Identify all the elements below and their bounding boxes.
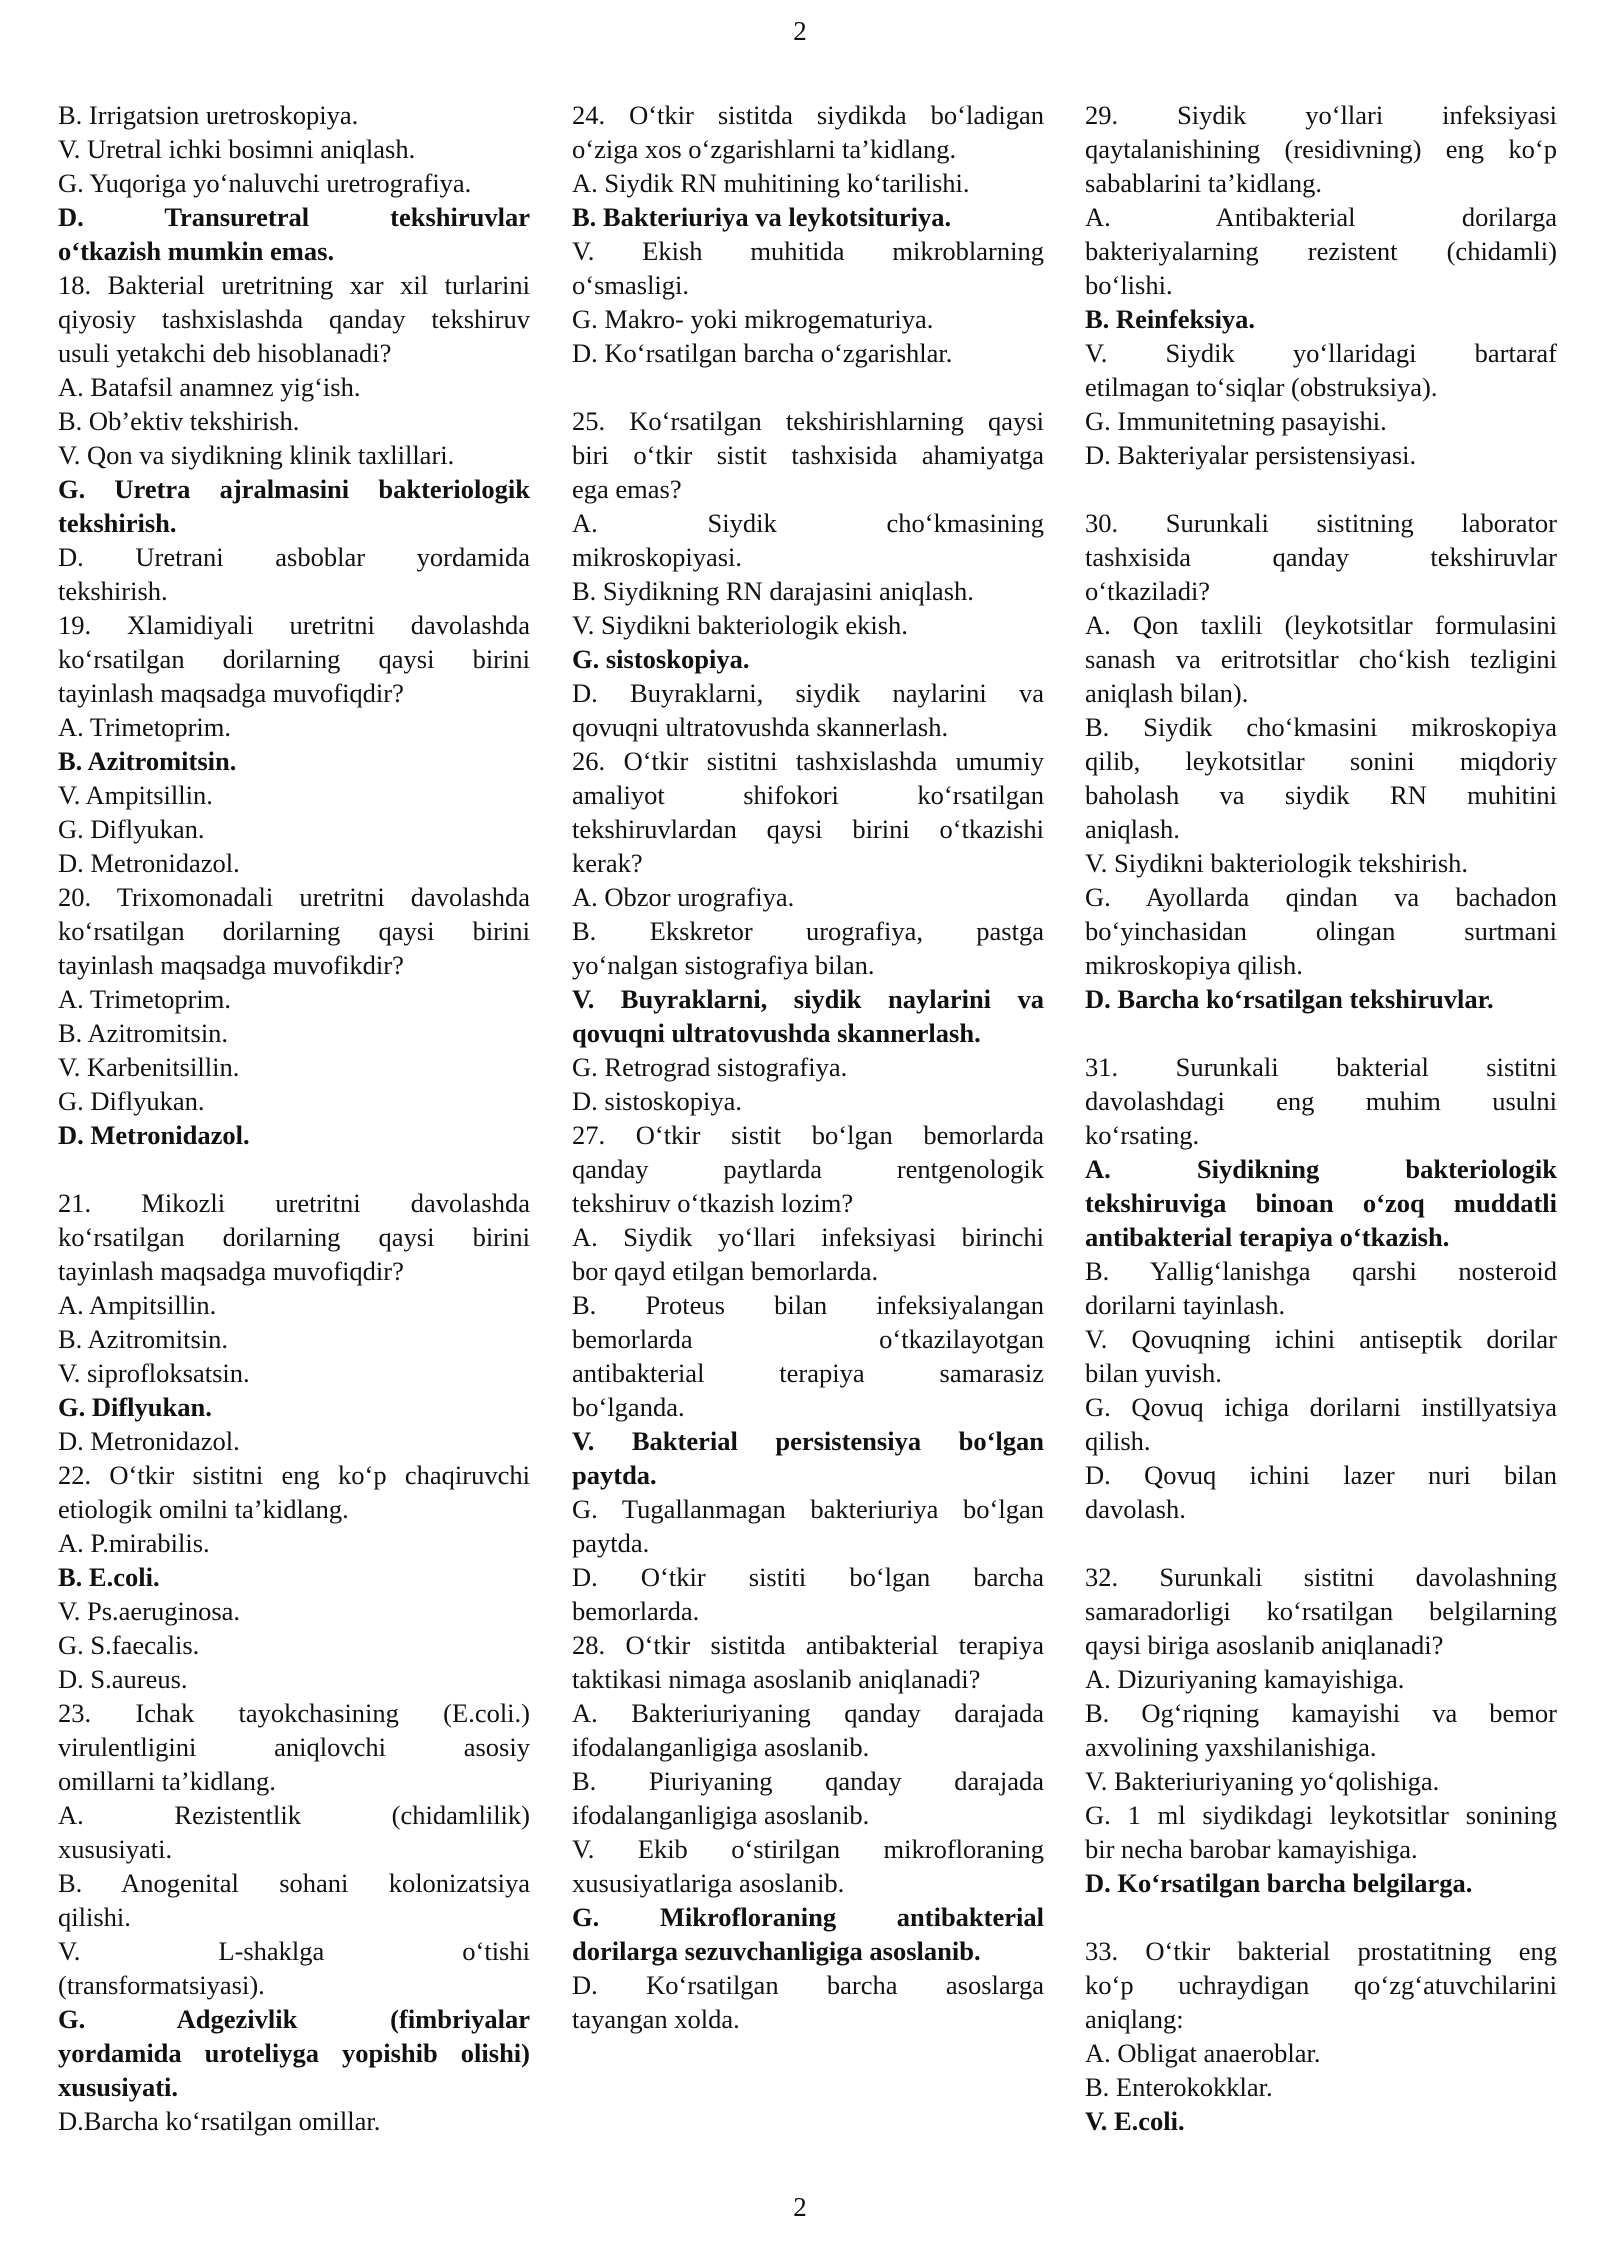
text-line: D. Uretrani asboblar yordamida xyxy=(58,542,530,572)
text-line: B. Siydikning RN darajasini aniqlash. xyxy=(572,576,974,606)
text-line: aniqlash bilan). xyxy=(1085,678,1249,708)
text-line: tayinlash maqsadga muvofiqdir? xyxy=(58,1256,404,1286)
text-line: G. Ayollarda qindan va bachadon xyxy=(1085,882,1557,912)
text-line: tekshiruvlardan qaysi birini o‘tkazishi xyxy=(572,814,1044,844)
answer-line-correct: D. Transuretral tekshiruvlar xyxy=(58,202,530,232)
text-line: kerak? xyxy=(572,848,643,878)
answer-line-correct: B. Reinfeksiya. xyxy=(1085,304,1256,334)
text-line: ko‘rsatilgan dorilarning qaysi birini xyxy=(58,916,530,946)
text-line: G. Diflyukan. xyxy=(58,1086,205,1116)
text-line: A. Dizuriyaning kamayishiga. xyxy=(1085,1664,1405,1694)
text-line: qanday paytlarda rentgenologik xyxy=(572,1154,1044,1184)
text-line: dorilarni tayinlash. xyxy=(1085,1290,1286,1320)
text-line: D. Metronidazol. xyxy=(58,848,240,878)
text-line: tekshiruv o‘tkazish lozim? xyxy=(572,1188,854,1218)
text-line: A. Antibakterial dorilarga xyxy=(1085,202,1557,232)
text-line: xususiyatlariga asoslanib. xyxy=(572,1868,845,1898)
text-line: B. Ob’ektiv tekshirish. xyxy=(58,406,300,436)
text-line: ega emas? xyxy=(572,474,682,504)
text-line: B. Yallig‘lanishga qarshi nosteroid xyxy=(1085,1256,1557,1286)
text-line: D. Buyraklarni, siydik naylarini va xyxy=(572,678,1044,708)
text-line: V. Siydikni bakteriologik tekshirish. xyxy=(1085,848,1469,878)
answer-line-correct: tekshiruviga binoan o‘zoq muddatli xyxy=(1085,1188,1557,1218)
text-line: antibakterial terapiya samarasiz xyxy=(572,1358,1044,1388)
text-line: sanash va eritrotsitlar cho‘kish tezligini xyxy=(1085,644,1557,674)
answer-line-correct: G. sistoskopiya. xyxy=(572,644,750,674)
text-line: G. Diflyukan. xyxy=(58,814,205,844)
text-line: davolashdagi eng muhim usulni xyxy=(1085,1086,1557,1116)
blank-line xyxy=(58,1152,530,1186)
blank-line xyxy=(1085,1526,1557,1560)
text-line: paytda. xyxy=(572,1528,650,1558)
text-line: V. siprofloksatsin. xyxy=(58,1358,250,1388)
text-line: aniqlash. xyxy=(1085,814,1180,844)
text-line: samaradorligi ko‘rsatilgan belgilarning xyxy=(1085,1596,1557,1626)
answer-line-correct: V. Buyraklarni, siydik naylarini va xyxy=(572,984,1044,1014)
answer-line-correct: tekshirish. xyxy=(58,508,177,538)
text-line: bo‘lishi. xyxy=(1085,270,1173,300)
text-line: axvolining yaxshilanishiga. xyxy=(1085,1732,1377,1762)
text-line: yo‘nalgan sistografiya bilan. xyxy=(572,950,875,980)
answer-line-correct: A. Siydikning bakteriologik xyxy=(1085,1154,1557,1184)
text-line: 18. Bakterial uretritning xar xil turlarini xyxy=(58,270,530,300)
text-line: mikroskopiya qilish. xyxy=(1085,950,1303,980)
text-line: bo‘lganda. xyxy=(572,1392,685,1422)
page-number-top: 2 xyxy=(793,16,807,46)
text-line: A. Qon taxlili (leykotsitlar formulasini xyxy=(1085,610,1557,640)
text-line: B. Piuriyaning qanday darajada xyxy=(572,1766,1044,1796)
text-line: biri o‘tkir sistit tashxisida ahamiyatga xyxy=(572,440,1044,470)
text-line: usuli yetakchi deb hisoblanadi? xyxy=(58,338,392,368)
text-line: B. Ekskretor urografiya, pastga xyxy=(572,916,1044,946)
text-line: V. Siydik yo‘llaridagi bartaraf xyxy=(1085,338,1557,368)
text-line: V. Siydikni bakteriologik ekish. xyxy=(572,610,908,640)
text-column-right xyxy=(1085,98,1557,2138)
text-line: ko‘rsatilgan dorilarning qaysi birini xyxy=(58,1222,530,1252)
text-line: A. Ampitsillin. xyxy=(58,1290,217,1320)
text-line: B. Proteus bilan infeksiyalangan xyxy=(572,1290,1044,1320)
text-line: tayangan xolda. xyxy=(572,2004,740,2034)
text-line: B. Azitromitsin. xyxy=(58,1324,229,1354)
text-line: 20. Trixomonadali uretritni davolashda xyxy=(58,882,530,912)
text-line: A. Trimetoprim. xyxy=(58,712,232,742)
answer-line-correct: D. Ko‘rsatilgan barcha belgilarga. xyxy=(1085,1868,1473,1898)
text-line: ko‘rsatilgan dorilarning qaysi birini xyxy=(58,644,530,674)
text-line: D. Metronidazol. xyxy=(58,1426,240,1456)
text-line: B. Og‘riqning kamayishi va bemor xyxy=(1085,1698,1557,1728)
text-line: D.Barcha ko‘rsatilgan omillar. xyxy=(58,2106,381,2136)
text-line: A. P.mirabilis. xyxy=(58,1528,210,1558)
text-line: bo‘yinchasidan olingan surtmani xyxy=(1085,916,1557,946)
text-line: V. Bakteriuriyaning yo‘qolishiga. xyxy=(1085,1766,1440,1796)
text-line: 29. Siydik yo‘llari infeksiyasi xyxy=(1085,100,1557,130)
answer-line-correct: G. Adgezivlik (fimbriyalar xyxy=(58,2004,530,2034)
page-number-bottom: 2 xyxy=(793,2192,807,2222)
text-column-middle xyxy=(572,98,1044,2036)
answer-line-correct: V. E.coli. xyxy=(1085,2106,1185,2136)
text-line: V. Ps.aeruginosa. xyxy=(58,1596,241,1626)
text-line: D. Ko‘rsatilgan barcha asoslarga xyxy=(572,1970,1044,2000)
text-line: 25. Ko‘rsatilgan tekshirishlarning qaysi xyxy=(572,406,1044,436)
text-line: G. Yuqoriga yo‘naluvchi uretrografiya. xyxy=(58,168,472,198)
text-line: ko‘p uchraydigan qo‘zg‘atuvchilarini xyxy=(1085,1970,1557,2000)
answer-line-correct: V. Bakterial persistensiya bo‘lgan xyxy=(572,1426,1044,1456)
answer-line-correct: B. Bakteriuriya va leykotsituriya. xyxy=(572,202,952,232)
text-line: 24. O‘tkir sistitda siydikda bo‘ladigan xyxy=(572,100,1044,130)
text-line: A. Rezistentlik (chidamlilik) xyxy=(58,1800,530,1830)
answer-line-correct: qovuqni ultratovushda skannerlash. xyxy=(572,1018,981,1048)
text-line: 32. Surunkali sistitni davolashning xyxy=(1085,1562,1557,1592)
text-line: baholash va siydik RN muhitini xyxy=(1085,780,1557,810)
blank-line xyxy=(1085,1016,1557,1050)
answer-line-correct: D. Metronidazol. xyxy=(58,1120,250,1150)
text-line: xususiyati. xyxy=(58,1834,173,1864)
text-line: G. Makro- yoki mikrogematuriya. xyxy=(572,304,934,334)
text-line: B. Azitromitsin. xyxy=(58,1018,229,1048)
text-line: 27. O‘tkir sistit bo‘lgan bemorlarda xyxy=(572,1120,1044,1150)
text-line: bemorlarda o‘tkazilayotgan xyxy=(572,1324,1044,1354)
text-line: omillarni ta’kidlang. xyxy=(58,1766,276,1796)
text-line: qilish. xyxy=(1085,1426,1151,1456)
text-line: 23. Ichak tayokchasining (E.coli.) xyxy=(58,1698,530,1728)
text-line: bakteriyalarning rezistent (chidamli) xyxy=(1085,236,1557,266)
text-line: A. Siydik RN muhitining ko‘tarilishi. xyxy=(572,168,970,198)
text-line: V. Qon va siydikning klinik taxlillari. xyxy=(58,440,455,470)
text-line: D. O‘tkir sistiti bo‘lgan barcha xyxy=(572,1562,1044,1592)
text-line: etilmagan to‘siqlar (obstruksiya). xyxy=(1085,372,1438,402)
text-line: B. Irrigatsion uretroskopiya. xyxy=(58,100,359,130)
text-line: ifodalanganligiga asoslanib. xyxy=(572,1800,870,1830)
answer-line-correct: B. Azitromitsin. xyxy=(58,746,237,776)
text-line: virulentligini aniqlovchi asosiy xyxy=(58,1732,530,1762)
text-line: 31. Surunkali bakterial sistitni xyxy=(1085,1052,1557,1082)
text-line: o‘ziga xos o‘zgarishlarni ta’kidlang. xyxy=(572,134,957,164)
text-line: qilib, leykotsitlar sonini miqdoriy xyxy=(1085,746,1557,776)
text-line: A. Obzor urografiya. xyxy=(572,882,795,912)
text-line: D. sistoskopiya. xyxy=(572,1086,743,1116)
text-line: G. Retrograd sistografiya. xyxy=(572,1052,848,1082)
answer-line-correct: B. E.coli. xyxy=(58,1562,160,1592)
text-line: bor qayd etilgan bemorlarda. xyxy=(572,1256,879,1286)
text-line: G. Tugallanmagan bakteriuriya bo‘lgan xyxy=(572,1494,1044,1524)
text-line: qaysi biriga asoslanib aniqlanadi? xyxy=(1085,1630,1444,1660)
blank-line xyxy=(1085,1900,1557,1934)
text-line: qiyosiy tashxislashda qanday tekshiruv xyxy=(58,304,530,334)
answer-line-correct: xususiyati. xyxy=(58,2072,179,2102)
text-line: B. Siydik cho‘kmasini mikroskopiya xyxy=(1085,712,1557,742)
text-line: V. Karbenitsillin. xyxy=(58,1052,240,1082)
text-line: 28. O‘tkir sistitda antibakterial terapiya xyxy=(572,1630,1044,1660)
answer-line-correct: yordamida uroteliyga yopishib olishi) xyxy=(58,2038,530,2068)
blank-line xyxy=(1085,472,1557,506)
text-line: A. Trimetoprim. xyxy=(58,984,232,1014)
text-line: bemorlarda. xyxy=(572,1596,700,1626)
text-line: davolash. xyxy=(1085,1494,1186,1524)
text-line: V. Ampitsillin. xyxy=(58,780,213,810)
text-line: ifodalanganligiga asoslanib. xyxy=(572,1732,870,1762)
text-line: 30. Surunkali sistitning laborator xyxy=(1085,508,1557,538)
text-line: D. Bakteriyalar persistensiyasi. xyxy=(1085,440,1417,470)
text-line: G. S.faecalis. xyxy=(58,1630,200,1660)
text-line: A. Siydik yo‘llari infeksiyasi birinchi xyxy=(572,1222,1044,1252)
text-line: V. Qovuqning ichini antiseptik dorilar xyxy=(1085,1324,1557,1354)
text-line: (transformatsiyasi). xyxy=(58,1970,265,2000)
text-line: V. Ekib o‘stirilgan mikrofloraning xyxy=(572,1834,1044,1864)
answer-line-correct: o‘tkazish mumkin emas. xyxy=(58,236,335,266)
text-line: tekshirish. xyxy=(58,576,168,606)
text-column-left xyxy=(58,98,530,2138)
text-line: A. Obligat anaeroblar. xyxy=(1085,2038,1321,2068)
text-line: V. Uretral ichki bosimni aniqlash. xyxy=(58,134,416,164)
text-line: 22. O‘tkir sistitni eng ko‘p chaqiruvchi xyxy=(58,1460,530,1490)
text-line: 33. O‘tkir bakterial prostatitning eng xyxy=(1085,1936,1557,1966)
text-line: qilishi. xyxy=(58,1902,131,1932)
text-line: bilan yuvish. xyxy=(1085,1358,1222,1388)
text-line: mikroskopiyasi. xyxy=(572,542,743,572)
text-line: B. Anogenital sohani kolonizatsiya xyxy=(58,1868,530,1898)
text-line: A. Siydik cho‘kmasining xyxy=(572,508,1044,538)
text-line: aniqlang: xyxy=(1085,2004,1184,2034)
text-line: tashxisida qanday tekshiruvlar xyxy=(1085,542,1557,572)
text-line: G. Qovuq ichiga dorilarni instillyatsiya xyxy=(1085,1392,1557,1422)
answer-line-correct: D. Barcha ko‘rsatilgan tekshiruvlar. xyxy=(1085,984,1494,1014)
text-line: tayinlash maqsadga muvofiqdir? xyxy=(58,678,404,708)
answer-line-correct: paytda. xyxy=(572,1460,657,1490)
text-line: o‘tkaziladi? xyxy=(1085,576,1211,606)
text-line: D. Ko‘rsatilgan barcha o‘zgarishlar. xyxy=(572,338,953,368)
answer-line-correct: dorilarga sezuvchanligiga asoslanib. xyxy=(572,1936,981,1966)
text-line: 26. O‘tkir sistitni tashxislashda umumiy xyxy=(572,746,1044,776)
text-line: A. Bakteriuriyaning qanday darajada xyxy=(572,1698,1044,1728)
answer-line-correct: G. Diflyukan. xyxy=(58,1392,212,1422)
answer-line-correct: G. Mikrofloraning antibakterial xyxy=(572,1902,1044,1932)
text-line: etiologik omilni ta’kidlang. xyxy=(58,1494,349,1524)
text-line: D. Qovuq ichini lazer nuri bilan xyxy=(1085,1460,1557,1490)
text-line: A. Batafsil anamnez yig‘ish. xyxy=(58,372,361,402)
text-line: V. L-shaklga o‘tishi xyxy=(58,1936,530,1966)
text-line: B. Enterokokklar. xyxy=(1085,2072,1273,2102)
text-line: taktikasi nimaga asoslanib aniqlanadi? xyxy=(572,1664,981,1694)
text-line: qaytalanishining (residivning) eng ko‘p xyxy=(1085,134,1557,164)
text-line: D. S.aureus. xyxy=(58,1664,188,1694)
text-line: V. Ekish muhitida mikroblarning xyxy=(572,236,1044,266)
text-line: 19. Xlamidiyali uretritni davolashda xyxy=(58,610,530,640)
text-line: G. Immunitetning pasayishi. xyxy=(1085,406,1387,436)
text-line: qovuqni ultratovushda skannerlash. xyxy=(572,712,949,742)
blank-line xyxy=(572,370,1044,404)
text-line: amaliyot shifokori ko‘rsatilgan xyxy=(572,780,1044,810)
text-line: tayinlash maqsadga muvofikdir? xyxy=(58,950,404,980)
answer-line-correct: G. Uretra ajralmasini bakteriologik xyxy=(58,474,530,504)
text-line: 21. Mikozli uretritni davolashda xyxy=(58,1188,530,1218)
text-line: sabablarini ta’kidlang. xyxy=(1085,168,1322,198)
text-line: bir necha barobar kamayishiga. xyxy=(1085,1834,1418,1864)
text-line: G. 1 ml siydikdagi leykotsitlar soninin​g xyxy=(1085,1800,1557,1830)
text-line: ko‘rsating. xyxy=(1085,1120,1200,1150)
answer-line-correct: antibakterial terapiya o‘tkazish. xyxy=(1085,1222,1450,1252)
text-line: o‘smasligi. xyxy=(572,270,690,300)
